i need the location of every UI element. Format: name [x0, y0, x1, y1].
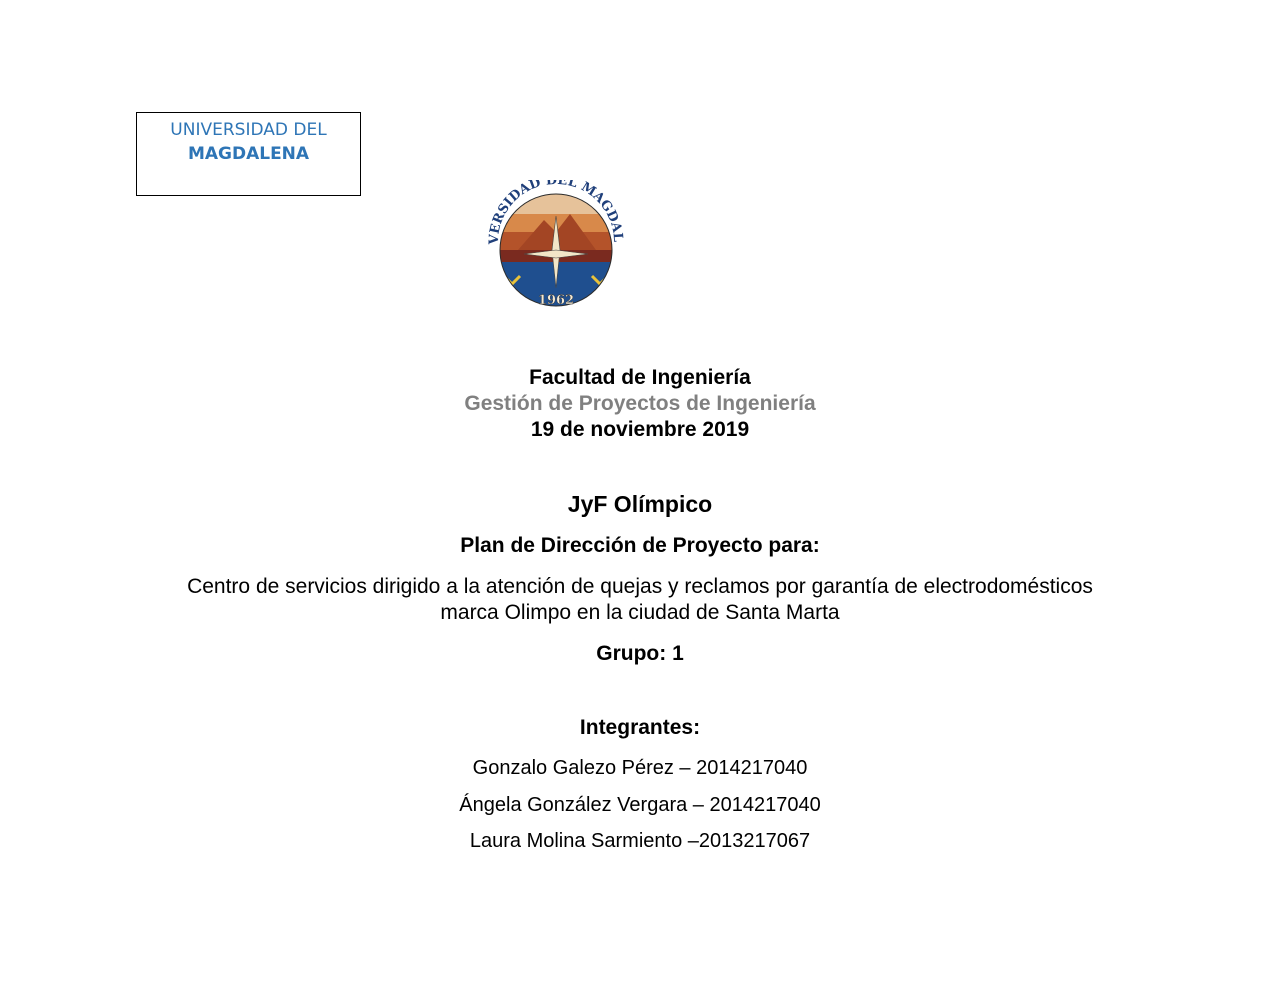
university-name-box [136, 112, 361, 196]
seal-year: 1962 [537, 293, 575, 308]
member-item: Gonzalo Galezo Pérez – 2014217040 [472, 757, 808, 779]
group-number: Grupo: 1 [596, 642, 684, 665]
seal-arc-text: VERSIDAD DEL MAGDAL [486, 180, 626, 245]
project-description-line2: marca Olimpo en la ciudad de Santa Marta [440, 601, 840, 624]
plan-title: Plan de Dirección de Proyecto para: [460, 534, 820, 557]
members-title: Integrantes: [579, 716, 701, 739]
company-name: JyF Olímpico [567, 491, 713, 517]
university-name-line1: UNIVERSIDAD DEL [170, 120, 327, 140]
course-title: Gestión de Proyectos de Ingeniería [464, 392, 816, 415]
member-item: Ángela González Vergara – 2014217040 [459, 794, 821, 816]
member-item: Laura Molina Sarmiento –2013217067 [469, 830, 811, 852]
project-description-line1: Centro de servicios dirigido a la atención de quejas y reclamos por garantía de electrodomésticos [187, 575, 1093, 598]
faculty-title: Facultad de Ingeniería [529, 366, 751, 389]
university-name-line2: MAGDALENA [187, 144, 310, 164]
university-seal-icon [484, 180, 628, 312]
document-date: 19 de noviembre 2019 [530, 418, 750, 441]
